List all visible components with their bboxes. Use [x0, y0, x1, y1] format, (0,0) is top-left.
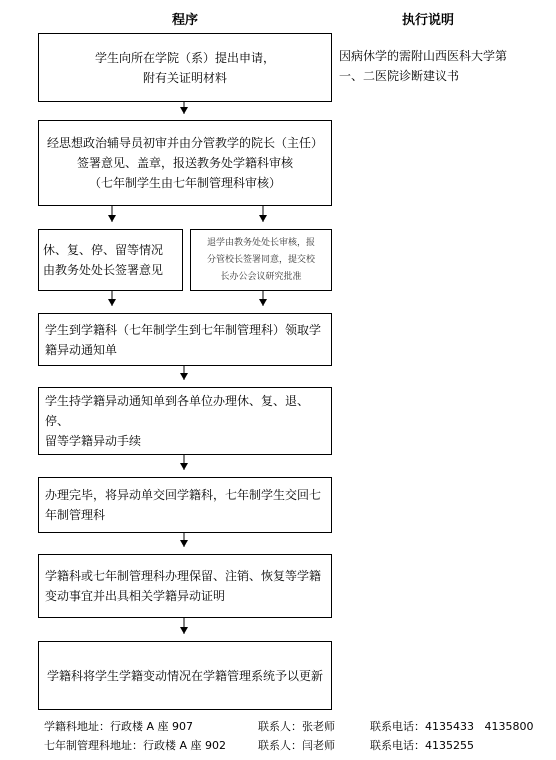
step-issue-certificate: 学籍科或七年制管理科办理保留、注销、恢复等学籍 变动事宜并出具相关学籍异动证明 [38, 554, 332, 618]
step-review: 经思想政治辅导员初审并由分管教学的院长（主任） 签署意见、盖章，报送教务处学籍科审核 （七年制学生由七年制管理科审核） [38, 120, 332, 206]
notes-header: 执行说明 [402, 13, 455, 28]
step-apply: 学生向所在学院（系）提出申请， 附有关证明材料 [38, 33, 332, 102]
footer-contact-1: 联系人：张老师 [258, 720, 335, 733]
footer-contact-2: 联系人：闫老师 [258, 739, 335, 752]
footer-phone-2: 联系电话：4135255 [370, 739, 474, 752]
step-update-system: 学籍科将学生学籍变动情况在学籍管理系统予以更新 [38, 641, 332, 710]
step-process-notice: 学生持学籍异动通知单到各单位办理休、复、退、停、 留等学籍异动手续 [38, 387, 332, 455]
sick-leave-note: 因病休学的需附山西医科大学第 一、二医院诊断建议书 [339, 49, 508, 83]
step-get-notice: 学生到学籍科（七年制学生到七年制管理科）领取学 籍异动通知单 [38, 313, 332, 366]
step-withdrawal-approval: 退学由教务处处长审核，报 分管校长签署同意，提交校 长办公会议研究批准 [190, 229, 332, 291]
footer-phone-1: 联系电话：4135433 4135800 [370, 720, 534, 733]
step-return-notice: 办理完毕，将异动单交回学籍科，七年制学生交回七 年制管理科 [38, 477, 332, 533]
step-suspension-approval: 休、复、停、留等情况 由教务处处长签署意见 [38, 229, 183, 291]
procedure-header: 程序 [172, 13, 199, 28]
footer-address-1: 学籍科地址：行政楼 A 座 907 [44, 720, 194, 733]
footer-address-2: 七年制管理科地址：行政楼 A 座 902 [44, 739, 227, 752]
